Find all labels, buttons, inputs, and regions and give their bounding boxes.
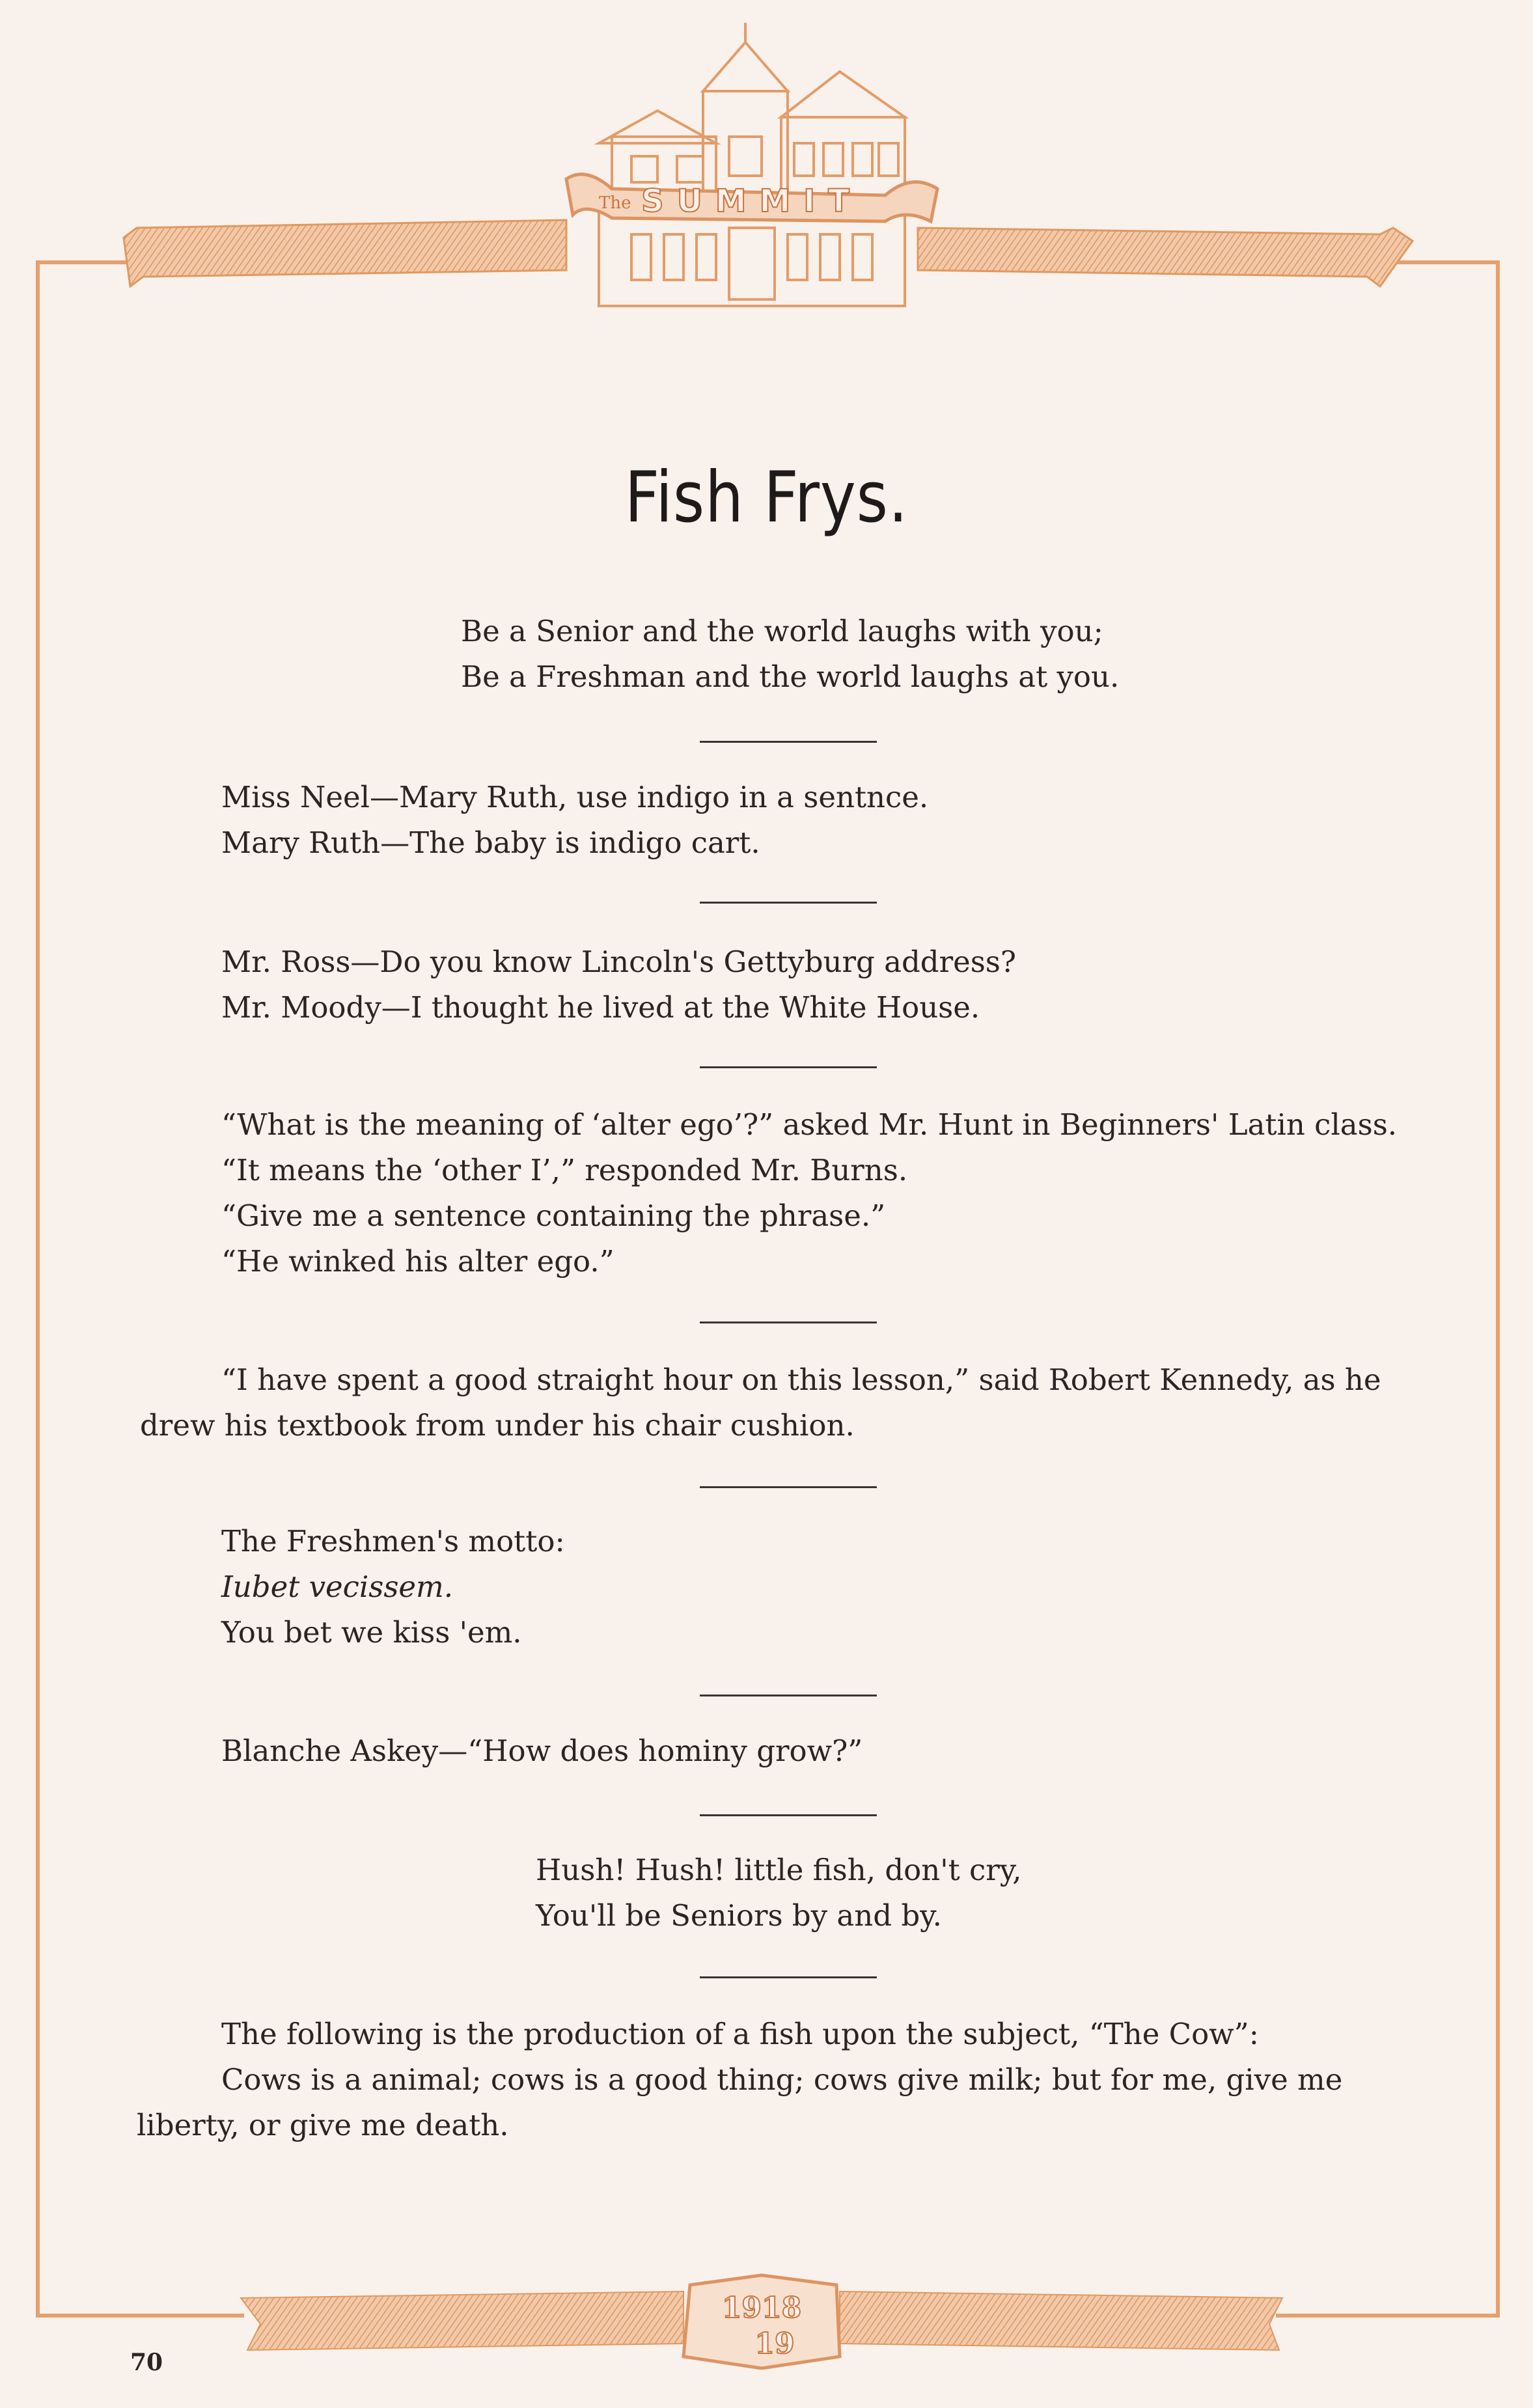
joke-7-line: Blanche Askey—“How does hominy grow?” — [221, 1734, 863, 1768]
section-divider — [700, 1066, 877, 1068]
joke-6-line-1: The Freshmen's motto: — [221, 1524, 565, 1558]
joke-8-line-2: You'll be Seniors by and by. — [536, 1898, 942, 1933]
frame-bottom-left-border — [36, 2314, 244, 2318]
joke-4-line-1: “What is the meaning of ‘alter ego’?” asked Mr. Hunt in Beginners' Latin class. — [221, 1107, 1398, 1142]
joke-6-line-3: You bet we kiss 'em. — [221, 1615, 522, 1650]
joke-9-paragraph: Cows is a animal; cows is a good thing; cows give milk; but for me, give me liberty, or give me death. — [137, 2062, 1343, 2142]
frame-bottom-right-border — [1276, 2314, 1500, 2318]
joke-1-line-1: Be a Senior and the world laughs with you; — [461, 614, 1103, 648]
section-divider — [700, 1814, 877, 1816]
section-divider — [700, 1322, 877, 1323]
joke-2-line-2: Mary Ruth—The baby is indigo cart. — [221, 825, 760, 860]
joke-4-line-3: “Give me a sentence containing the phrase.” — [221, 1198, 886, 1233]
class-year-footer-ornament — [234, 2272, 1289, 2370]
joke-1-line-2: Be a Freshman and the world laughs at you. — [461, 659, 1120, 694]
page-number: 70 — [130, 2349, 163, 2376]
joke-3-line-2: Mr. Moody—I thought he lived at the White House. — [221, 990, 980, 1025]
page-title: Fish Frys. — [624, 457, 909, 539]
joke-4-line-2: “It means the ‘other I’,” responded Mr. Burns. — [221, 1153, 908, 1187]
joke-4-line-4: “He winked his alter ego.” — [221, 1244, 615, 1279]
emblem-year-top: 1918 — [721, 2291, 802, 2325]
section-divider — [700, 1695, 877, 1696]
joke-8-line-1: Hush! Hush! little fish, don't cry, — [536, 1853, 1022, 1887]
banner-prefix: The — [599, 193, 631, 213]
section-divider — [700, 1976, 877, 1978]
banner-text: SUMMIT — [641, 183, 863, 219]
section-divider — [700, 741, 877, 743]
section-divider — [700, 902, 877, 904]
joke-5-paragraph: “I have spent a good straight hour on this lesson,” said Robert Kennedy, as he drew his textbook from under his chair cushion. — [140, 1363, 1381, 1443]
frame-right-border — [1496, 260, 1500, 2318]
section-divider — [700, 1486, 877, 1488]
summit-header-ornament — [117, 13, 1419, 312]
frame-left-border — [36, 260, 40, 2318]
joke-6-line-2: Iubet vecissem. — [221, 1570, 454, 1604]
joke-3-line-1: Mr. Ross—Do you know Lincoln's Gettyburg address? — [221, 945, 1017, 979]
emblem-year-bottom: 19 — [754, 2327, 795, 2360]
joke-9-line-1: The following is the production of a fish upon the subject, “The Cow”: — [221, 2017, 1259, 2051]
joke-2-line-1: Miss Neel—Mary Ruth, use indigo in a sentnce. — [221, 780, 929, 814]
